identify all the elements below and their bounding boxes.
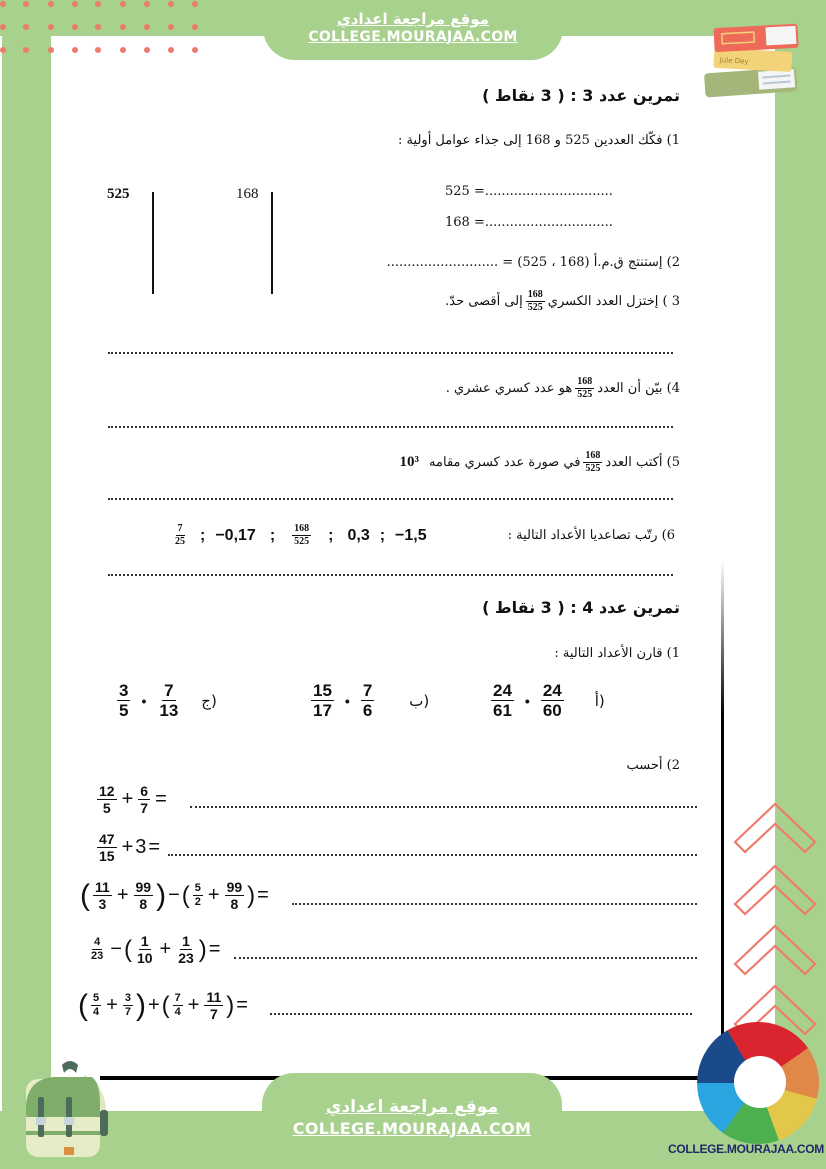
exercise4-q2: 2) أحسب	[626, 758, 680, 773]
q6-label: 6) رتّب تصاعديا الأعداد التالية :	[507, 528, 675, 543]
division-bar-525	[152, 192, 154, 294]
chevron-up-icons	[733, 790, 817, 1040]
q3-text-after: إلى أقصى حدّ.	[445, 294, 523, 309]
frame-left	[2, 36, 51, 1169]
answer-line-3[interactable]	[292, 903, 697, 905]
site-banner-bottom[interactable]	[262, 1073, 562, 1169]
compare-item-a[interactable]: $\frac{24}{61}$ • $\frac{24}{60}$ أ)	[493, 681, 605, 720]
calc-expression-2: $\frac{47}{15}$ + 3 =	[99, 831, 161, 864]
factor-line-168[interactable]: 168 =...............................	[445, 215, 613, 230]
site-banner-top[interactable]	[263, 0, 563, 60]
division-number-525: 525	[107, 186, 130, 202]
exercise3-q6	[170, 524, 675, 547]
exercise4-q1: 1) قارن الأعداد التالية :	[554, 646, 680, 661]
banner-arabic: موقع مراجعة اعدادي	[325, 1097, 499, 1117]
banner-url[interactable]: COLLEGE.MOURAJAA.COM	[308, 29, 518, 45]
fraction-168-525: $\frac{168}{525}$	[577, 376, 593, 400]
power-of-ten: 10³	[399, 454, 420, 470]
worksheet-paper	[92, 70, 724, 1084]
division-number-168: 168	[236, 186, 259, 202]
exercise3-q3	[445, 290, 680, 313]
compare-label-b: ب)	[409, 691, 430, 710]
exercise3-q2: 2) إستنتج ق.م.أ (168 ، 525) = ...........................	[386, 255, 680, 270]
q3-text-before: 3 ) إختزل العدد الكسري	[547, 294, 680, 309]
logo-caption[interactable]: COLLEGE.MOURAJAA.COM	[667, 1142, 824, 1156]
calc-expression-1: $\frac{12}{5}$ + $\frac{6}{7}$ =	[99, 783, 167, 816]
compare-item-c[interactable]: $\frac{3}{5}$ • $\frac{7}{13}$ ج)	[119, 681, 217, 720]
answer-line[interactable]	[108, 498, 673, 500]
logo-wheel-center	[734, 1056, 786, 1108]
factor-line-525[interactable]: 525 =...............................	[445, 184, 613, 199]
fraction-168-525: $\frac{168}{525}$	[585, 450, 601, 474]
fraction-7-25: $\frac{7}{25}$	[175, 523, 185, 547]
backpack-icon	[14, 1055, 114, 1160]
division-bar-168	[271, 192, 273, 294]
answer-line-5[interactable]	[270, 1013, 692, 1015]
exercise3-title: تمرين عدد 3 : ( 3 نقاط )	[482, 86, 680, 105]
answer-line-2[interactable]	[168, 854, 697, 856]
banner-arabic: موقع مراجعة اعدادي	[337, 10, 489, 28]
compare-label-a: أ)	[594, 691, 605, 710]
answer-line[interactable]	[108, 352, 673, 354]
exercise3-q1: 1) فكّك العددين 525 و 168 إلى جذاء عوامل أولية :	[398, 133, 680, 148]
compare-item-b[interactable]: $\frac{15}{17}$ • $\frac{7}{6}$ ب)	[313, 681, 430, 720]
answer-line[interactable]	[108, 426, 673, 428]
calc-expression-4: $\frac{4}{23}$ − ( $\frac{1}{10}$ + $\frac{1}{23}$ ) =	[91, 933, 221, 966]
banner-url[interactable]: COLLEGE.MOURAJAA.COM	[292, 1119, 532, 1138]
answer-line[interactable]	[108, 574, 673, 576]
paper-border-right	[721, 560, 724, 1080]
calc-expression-5: ( $\frac{5}{4}$ + $\frac{3}{7}$ ) + ( $\frac{7}{4}$ + $\frac{11}{7}$ ) =	[78, 988, 248, 1022]
fraction-168-525: $\frac{168}{525}$	[527, 289, 543, 313]
q6-values: $\frac{7}{25}$ ; −0,17 ; $\frac{168}{525}$ ; 0,3 ; −1,5	[175, 523, 427, 547]
exercise4-title: تمرين عدد 4 : ( 3 نقاط )	[482, 598, 680, 617]
compare-label-c: ج)	[201, 691, 217, 710]
fraction-168-525: $\frac{168}{525}$	[294, 523, 310, 547]
exercise3-q4: 4) بيّن أن العدد $\frac{168}{525}$ هو عدد كسري عشري .	[445, 376, 680, 400]
answer-line-4[interactable]	[234, 957, 697, 959]
answer-line-1[interactable]	[190, 806, 697, 808]
calc-expression-3: ( $\frac{11}{3}$ + $\frac{99}{8}$ ) − ( $\frac{5}{2}$ + $\frac{99}{8}$ ) =	[80, 878, 269, 912]
svg-text:Jule Dey: Jule Dey	[719, 56, 749, 66]
exercise3-q5: 5) أكتب العدد $\frac{168}{525}$ في صورة عدد كسري مقامه 10³	[399, 450, 680, 474]
